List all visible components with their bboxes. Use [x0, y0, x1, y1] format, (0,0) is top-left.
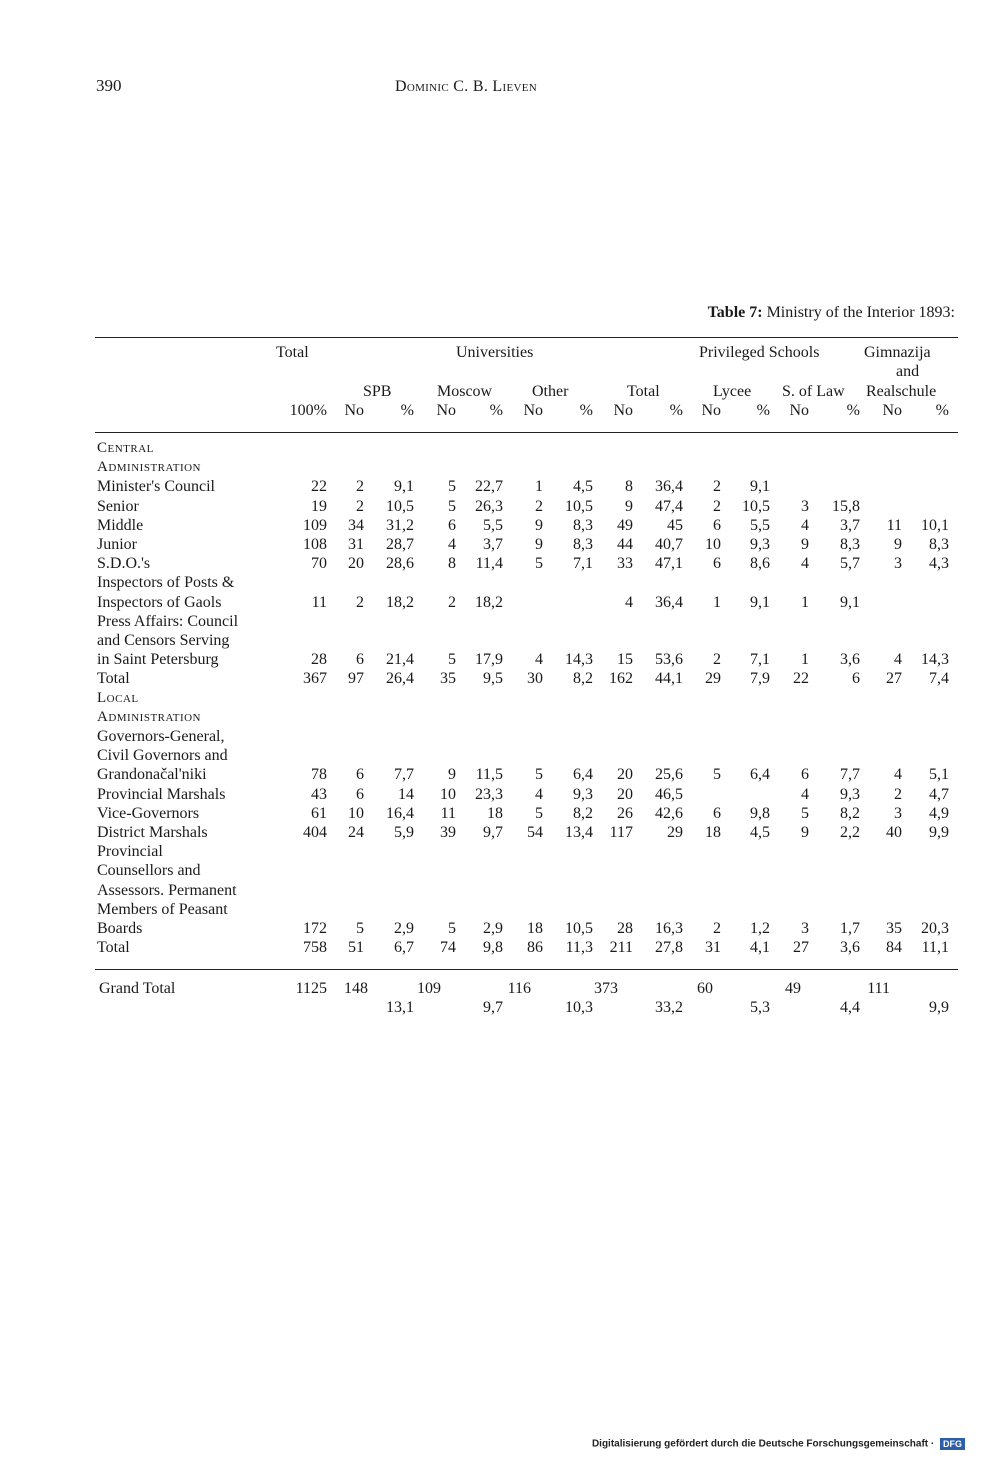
table-cell: 8 [448, 555, 456, 573]
table-cell: 5 [713, 766, 721, 784]
header-universities: Universities [456, 344, 534, 361]
table-cell: 9,3 [573, 785, 593, 803]
table-cell: 8,3 [573, 536, 593, 553]
table-cell: 8,6 [750, 555, 770, 573]
table-cell: 36,4 [655, 478, 683, 496]
table-cell: 3,7 [840, 516, 860, 534]
table-cell: 7,4 [929, 670, 949, 688]
table-cell: 39 [440, 824, 456, 841]
table-cell: 3 [801, 920, 809, 937]
table-cell: 2 [713, 497, 721, 515]
table-cell: 2 [713, 478, 721, 496]
table-cell: 9,9 [929, 824, 949, 841]
table-cell: 15,8 [832, 497, 860, 515]
table-cell: 86 [527, 939, 543, 957]
grand-total-percent: 4,4 [840, 999, 860, 1016]
table-cell: 8,3 [929, 536, 949, 553]
table-cell: 36,4 [655, 593, 683, 611]
row-label: Vice-Governors [97, 804, 200, 822]
table-cell: 11,5 [475, 766, 503, 784]
subheader-pct-10: % [756, 402, 770, 419]
table-cell: 40,7 [655, 536, 683, 553]
table-cell: 1 [801, 651, 809, 669]
table-cell: 8,3 [840, 536, 860, 553]
table-cell: 6 [356, 785, 364, 803]
subheader-no-9: No [701, 402, 721, 419]
table-cell: 2,2 [840, 824, 860, 841]
table-cell: 6 [801, 766, 809, 784]
table-cell: 11 [886, 516, 902, 534]
table-cell: 14 [398, 785, 414, 803]
table-cell: 31,2 [386, 516, 414, 534]
table-cell: 23,3 [475, 785, 503, 803]
table-cell: 31 [705, 939, 721, 957]
table-cell: 4 [535, 785, 543, 803]
table-cell: 18,2 [386, 593, 414, 611]
table-cell: 22,7 [475, 478, 503, 496]
table-cell: 9,3 [750, 536, 770, 553]
table-cell: 42,6 [655, 804, 683, 822]
grand-total-number: 49 [785, 980, 801, 997]
footer-credit: Digitalisierung gefördert durch die Deutsche Forschungsgemeinschaft · DFG [592, 1438, 965, 1450]
table-cell: 9 [535, 536, 543, 553]
subheader-no-13: No [882, 402, 902, 419]
table-cell: 3,6 [840, 939, 860, 957]
table-cell: 20 [617, 766, 633, 784]
table-cell: 117 [609, 824, 633, 841]
table-cell: 9,1 [750, 593, 770, 611]
table-cell: 5,5 [483, 516, 503, 534]
subheader-pct-2: % [400, 402, 414, 419]
table-cell: 4,5 [573, 478, 593, 496]
header-spb: SPB [363, 383, 392, 400]
table-cell: 4 [625, 593, 633, 611]
header-privileged-schools: Privileged Schools [699, 344, 820, 361]
table-cell: 8,3 [573, 516, 593, 534]
table-cell: 4,9 [929, 804, 949, 822]
table-cell: 25,6 [655, 766, 683, 784]
table-cell: 6 [852, 670, 860, 688]
table-cell: 40 [886, 824, 902, 841]
table-cell: 49 [617, 516, 633, 534]
row-label: Assessors. Permanent [97, 881, 237, 899]
row-label: Press Affairs: Council [97, 612, 239, 630]
table-cell: 6,4 [573, 766, 593, 784]
table-cell: 9,8 [750, 804, 770, 822]
row-label: Central [97, 440, 154, 456]
table-cell: 26,4 [386, 670, 414, 688]
table-cell: 6 [356, 766, 364, 784]
table-cell: 43 [311, 785, 327, 803]
table-cell: 7,7 [840, 766, 860, 784]
table-cell: 18 [487, 804, 503, 822]
table-cell: 8,2 [840, 804, 860, 822]
row-label: Total [97, 670, 130, 688]
table-top-rule [95, 337, 958, 338]
row-label: Minister's Council [97, 478, 215, 496]
table-cell: 7,1 [750, 651, 770, 669]
header-and: and [896, 363, 920, 380]
table-cell: 6 [713, 804, 721, 822]
table-cell: 3 [894, 555, 902, 573]
table-cell: 30 [527, 670, 543, 688]
table-cell: 2 [448, 593, 456, 611]
table-cell: 3,7 [483, 536, 503, 553]
row-label: Governors-General, [97, 728, 225, 745]
table-cell: 8,2 [573, 670, 593, 688]
table-header-rule [95, 432, 958, 433]
table-cell: 18,2 [475, 593, 503, 611]
table-cell: 18 [705, 824, 721, 841]
page-number: 390 [96, 76, 122, 95]
table-cell: 5,1 [929, 766, 949, 784]
header-univ-total: Total [627, 383, 660, 400]
table-cell: 9,1 [394, 478, 414, 496]
table-cell: 162 [609, 670, 633, 688]
table-cell: 27 [793, 939, 809, 957]
row-label: Middle [97, 516, 144, 534]
table-cell: 11 [311, 593, 327, 611]
table-cell: 172 [303, 920, 327, 937]
table-cell: 5 [448, 478, 456, 496]
header-gimnazija: Gimnazija [864, 344, 931, 361]
table-cell: 11,1 [921, 939, 949, 957]
table-cell: 46,5 [655, 785, 683, 803]
table-cell: 1 [713, 593, 721, 611]
table-cell: 35 [440, 670, 456, 688]
subheader-pct-4: % [489, 402, 503, 419]
table-cell: 4,7 [929, 785, 949, 803]
grand-total-percent: 5,3 [750, 999, 770, 1016]
grand-total-percent: 13,1 [386, 999, 414, 1016]
table-cell: 17,9 [475, 651, 503, 669]
table-cell: 53,6 [655, 651, 683, 669]
row-label: and Censors Serving [97, 632, 230, 649]
table-cell: 6 [713, 555, 721, 573]
table-cell: 9,7 [483, 824, 503, 841]
table-cell: 5 [535, 804, 543, 822]
header-realschule: Realschule [866, 383, 937, 400]
table-cell: 5,9 [394, 824, 414, 841]
table-cell: 13,4 [565, 824, 593, 841]
table-cell: 10 [705, 536, 721, 553]
table-cell: 47,1 [655, 555, 683, 573]
table-cell: 26 [617, 804, 633, 822]
row-label: Provincial Marshals [97, 785, 226, 803]
table-cell: 2 [894, 785, 902, 803]
row-label: District Marshals [97, 824, 208, 841]
table-cell: 74 [440, 939, 456, 957]
subheader-no-1: No [344, 402, 364, 419]
table-cell: 5 [535, 555, 543, 573]
table-cell: 29 [705, 670, 721, 688]
table-caption-text: Ministry of the Interior 1893: [762, 304, 955, 321]
table-cell: 9,8 [483, 939, 503, 957]
table-cell: 18 [527, 920, 543, 937]
table-cell: 84 [886, 939, 902, 957]
grand-total-percent: 10,3 [565, 999, 593, 1016]
table-cell: 10,1 [921, 516, 949, 534]
header-moscow: Moscow [437, 383, 493, 400]
table-cell: 108 [303, 536, 327, 553]
table-cell: 51 [348, 939, 364, 957]
row-label: Administration [97, 459, 201, 476]
table-cell: 20 [617, 785, 633, 803]
table-cell: 5 [801, 804, 809, 822]
table-cell: 4 [448, 536, 456, 553]
table-cell: 4 [894, 766, 902, 784]
table-cell: 16,4 [386, 804, 414, 822]
table-cell: 20,3 [921, 920, 949, 937]
table-cell: 26,3 [475, 497, 503, 515]
grand-total-number: 1125 [295, 980, 327, 997]
subheader-pct-12: % [846, 402, 860, 419]
table-caption [708, 304, 955, 322]
table-cell: 9,1 [840, 593, 860, 611]
row-label: Boards [97, 920, 143, 937]
table-cell: 9 [801, 536, 809, 553]
table-cell: 3 [894, 804, 902, 822]
header-total: Total [276, 344, 309, 361]
table-cell: 6 [356, 651, 364, 669]
table-cell: 2 [535, 497, 543, 515]
table-cell: 10,5 [565, 497, 593, 515]
table-cell: 5 [356, 920, 364, 937]
table-cell: 9,5 [483, 670, 503, 688]
table-cell: 7,9 [750, 670, 770, 688]
grand-total-percent: 9,7 [483, 999, 503, 1016]
table-cell: 3 [801, 497, 809, 515]
header-school-of-law: S. of Law [782, 383, 845, 400]
table-cell: 109 [303, 516, 327, 534]
table-cell: 20 [348, 555, 364, 573]
table-cell: 9 [894, 536, 902, 553]
grand-total-number: 148 [344, 980, 368, 997]
table-cell: 5 [535, 766, 543, 784]
row-label: Local [97, 689, 139, 706]
table-cell: 5,5 [750, 516, 770, 534]
table-cell: 11,3 [565, 939, 593, 957]
table-cell: 31 [348, 536, 364, 553]
table-cell: 4,5 [750, 824, 770, 841]
table-cell: 1,7 [840, 920, 860, 937]
table-cell: 33 [617, 555, 633, 573]
table-cell: 16,3 [655, 920, 683, 937]
table-cell: 4 [801, 516, 809, 534]
row-label: Inspectors of Posts & [97, 574, 235, 592]
table-cell: 27,8 [655, 939, 683, 957]
table-cell: 11,4 [475, 555, 503, 573]
table-cell: 4 [801, 555, 809, 573]
row-label: Provincial [97, 843, 163, 861]
table-cell: 4 [535, 651, 543, 669]
row-label: Civil Governors and [97, 747, 228, 765]
table-cell: 47,4 [655, 497, 683, 515]
table-cell: 6 [448, 516, 456, 534]
table-cell: 8,2 [573, 804, 593, 822]
table-cell: 2,9 [394, 920, 414, 937]
row-label: in Saint Petersburg [97, 651, 219, 669]
table-cell: 28 [617, 920, 633, 937]
table-cell: 211 [609, 939, 633, 957]
table-cell: 5 [448, 920, 456, 937]
subheader-no-11: No [789, 402, 809, 419]
table-cell: 35 [886, 920, 902, 937]
table-cell: 61 [311, 804, 327, 822]
table-cell: 2,9 [483, 920, 503, 937]
table-cell: 10 [440, 785, 456, 803]
table-cell: 21,4 [386, 651, 414, 669]
table-cell: 14,3 [921, 651, 949, 669]
row-label: Counsellors and [97, 862, 201, 880]
table-cell: 4,1 [750, 939, 770, 957]
table-cell: 9 [625, 497, 633, 515]
dfg-logo: DFG [940, 1438, 965, 1450]
table-cell: 2 [356, 478, 364, 496]
table-cell: 5 [448, 497, 456, 515]
table-cell: 4,3 [929, 555, 949, 573]
grand-total-label: Grand Total [99, 980, 176, 997]
table-cell: 9,1 [750, 478, 770, 496]
grand-total-number: 373 [594, 980, 618, 997]
table-cell: 97 [348, 670, 364, 688]
table-cell: 19 [311, 497, 327, 515]
table-cell: 29 [667, 824, 683, 841]
subheader-total-pct-0: 100% [289, 402, 327, 419]
table-cell: 2 [713, 920, 721, 937]
table-cell: 367 [303, 670, 327, 688]
grand-total-number: 116 [507, 980, 531, 997]
table-cell: 22 [793, 670, 809, 688]
footer-text: Digitalisierung gefördert durch die Deutsche Forschungsgemeinschaft [591, 1438, 929, 1450]
grand-total-percent: 33,2 [655, 999, 683, 1016]
table-cell: 6 [713, 516, 721, 534]
grand-total-number: 109 [417, 980, 441, 997]
header-lycee: Lycee [713, 383, 752, 400]
subheader-no-3: No [436, 402, 456, 419]
table-cell: 44 [617, 536, 633, 553]
table-cell: 7,1 [573, 555, 593, 573]
table-cell: 7,7 [394, 766, 414, 784]
table-cell: 9 [801, 824, 809, 841]
table-cell: 70 [311, 555, 327, 573]
table-cell: 404 [303, 824, 327, 841]
table-cell: 11 [440, 804, 456, 822]
table-cell: 2 [356, 497, 364, 515]
table-cell: 24 [348, 824, 364, 841]
table-cell: 6,4 [750, 766, 770, 784]
table-cell: 9,3 [840, 785, 860, 803]
table-cell: 1 [801, 593, 809, 611]
table-cell: 1,2 [750, 920, 770, 937]
table-cell: 4 [894, 651, 902, 669]
subheader-pct-8: % [669, 402, 683, 419]
row-label: Grandonačal'niki [97, 766, 207, 784]
table-cell: 22 [311, 478, 327, 496]
table-cell: 28,6 [386, 555, 414, 573]
table-cell: 4 [801, 785, 809, 803]
row-label: Senior [97, 497, 139, 515]
subheader-no-5: No [523, 402, 543, 419]
grand-total-percent: 9,9 [929, 999, 949, 1016]
table-cell: 28,7 [386, 536, 414, 553]
table-cell: 15 [617, 651, 633, 669]
subheader-pct-6: % [579, 402, 593, 419]
table-cell: 28 [311, 651, 327, 669]
row-label: Total [97, 939, 130, 957]
table-cell: 8 [625, 478, 633, 496]
grand-total-number: 60 [697, 980, 713, 997]
table-cell: 78 [311, 766, 327, 784]
header-other: Other [532, 383, 569, 400]
table-cell: 10,5 [386, 497, 414, 515]
table-cell: 10,5 [565, 920, 593, 937]
table-cell: 758 [303, 939, 327, 957]
table-cell: 2 [713, 651, 721, 669]
row-label: Administration [97, 708, 201, 725]
table-cell: 45 [667, 516, 683, 534]
table-cell: 9 [535, 516, 543, 534]
table-cell: 1 [535, 478, 543, 496]
table-cell: 14,3 [565, 651, 593, 669]
table-cell: 6,7 [394, 939, 414, 957]
table-cell: 27 [886, 670, 902, 688]
table-cell: 10 [348, 804, 364, 822]
grand-total-number: 111 [867, 980, 890, 997]
table-grand-total-rule [95, 969, 958, 970]
table-cell: 34 [348, 516, 364, 534]
table-cell: 54 [527, 824, 543, 841]
row-label: S.D.O.'s [97, 555, 151, 573]
row-label: Inspectors of Gaols [97, 593, 222, 611]
table-cell: 10,5 [742, 497, 770, 515]
table-cell: 5 [448, 651, 456, 669]
table-cell: 9 [448, 766, 456, 784]
table-cell: 2 [356, 593, 364, 611]
table-cell: 3,6 [840, 651, 860, 669]
row-label: Members of Peasant [97, 900, 228, 918]
table-caption-label: Table 7: [707, 304, 763, 321]
running-head: Dominic C. B. Lieven [395, 78, 537, 95]
subheader-pct-14: % [935, 402, 949, 419]
table-cell: 5,7 [840, 555, 860, 573]
table-cell: 44,1 [655, 670, 683, 688]
row-label: Junior [97, 536, 137, 553]
subheader-no-7: No [613, 402, 633, 419]
